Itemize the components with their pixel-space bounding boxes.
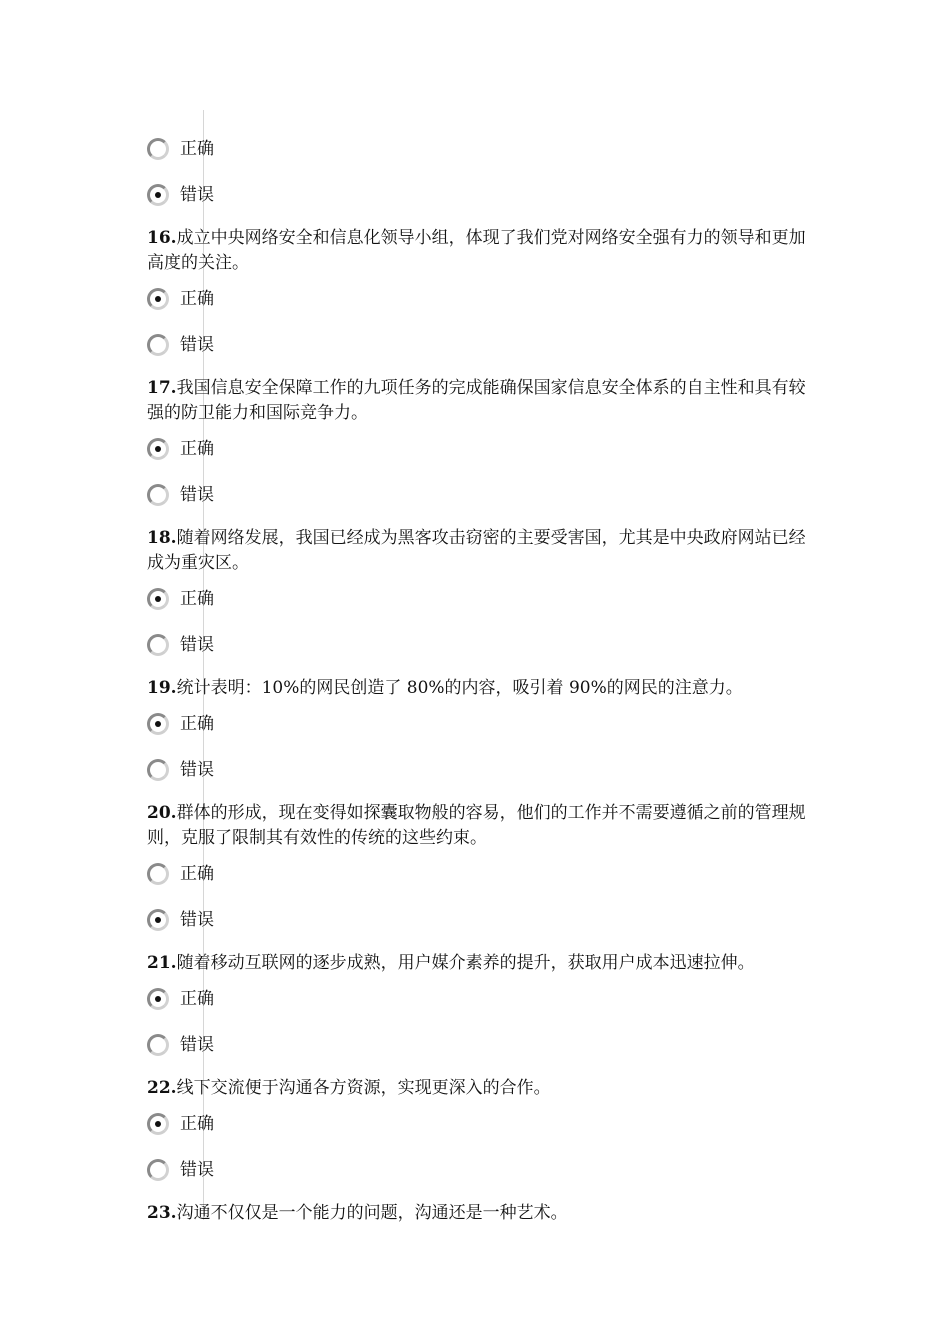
question-text — [147, 376, 817, 426]
option-label: 错误 — [180, 1160, 214, 1180]
option-wrong[interactable] — [147, 330, 817, 360]
question-number: 17. — [147, 378, 177, 398]
radio-button[interactable] — [147, 634, 169, 656]
radio-button[interactable] — [147, 1113, 169, 1135]
question-number: 20. — [147, 803, 177, 823]
option-wrong[interactable] — [147, 180, 817, 210]
option-wrong[interactable] — [147, 1030, 817, 1060]
question-number: 18. — [147, 528, 177, 548]
option-label: 错误 — [180, 185, 214, 205]
option-label: 正确 — [180, 589, 214, 609]
question-body: 我国信息安全保障工作的九项任务的完成能确保国家信息安全体系的自主性和具有较强的防卫能力和国际竞争力。 — [147, 378, 806, 423]
option-correct[interactable] — [147, 859, 817, 889]
radio-button[interactable] — [147, 138, 169, 160]
option-correct[interactable] — [147, 284, 817, 314]
option-wrong[interactable] — [147, 905, 817, 935]
option-wrong[interactable] — [147, 480, 817, 510]
radio-button[interactable] — [147, 1159, 169, 1181]
option-label: 正确 — [180, 439, 214, 459]
question-number: 21. — [147, 953, 177, 973]
question-body: 线下交流便于沟通各方资源，实现更深入的合作。 — [176, 1078, 551, 1098]
option-label: 错误 — [180, 1035, 214, 1055]
option-label: 正确 — [180, 1114, 214, 1134]
option-correct[interactable] — [147, 1109, 817, 1139]
question-text — [147, 801, 817, 851]
question-number: 22. — [147, 1078, 177, 1098]
question-number: 19. — [147, 678, 177, 698]
option-label: 正确 — [180, 139, 214, 159]
option-label: 错误 — [180, 635, 214, 655]
radio-button[interactable] — [147, 288, 169, 310]
radio-button[interactable] — [147, 484, 169, 506]
question-16 — [147, 226, 817, 360]
option-label: 错误 — [180, 760, 214, 780]
radio-button[interactable] — [147, 759, 169, 781]
radio-button[interactable] — [147, 334, 169, 356]
option-label: 正确 — [180, 714, 214, 734]
question-text — [147, 1076, 817, 1101]
question-23 — [147, 1201, 817, 1226]
radio-button[interactable] — [147, 1034, 169, 1056]
question-19 — [147, 676, 817, 785]
option-label: 正确 — [180, 289, 214, 309]
question-text — [147, 676, 817, 701]
radio-button[interactable] — [147, 184, 169, 206]
question-text — [147, 951, 817, 976]
option-label: 错误 — [180, 910, 214, 930]
option-correct[interactable] — [147, 584, 817, 614]
option-label: 错误 — [180, 335, 214, 355]
question-text — [147, 1201, 817, 1226]
question-body: 群体的形成，现在变得如探囊取物般的容易，他们的工作并不需要遵循之前的管理规则，克服了限制其有效性的传统的这些约束。 — [147, 803, 806, 848]
option-label: 正确 — [180, 864, 214, 884]
question-number: 23. — [147, 1203, 177, 1223]
radio-button[interactable] — [147, 713, 169, 735]
radio-button[interactable] — [147, 438, 169, 460]
question-list — [147, 130, 817, 1234]
option-wrong[interactable] — [147, 630, 817, 660]
radio-button[interactable] — [147, 588, 169, 610]
option-correct[interactable] — [147, 434, 817, 464]
question-text — [147, 526, 817, 576]
question-21 — [147, 951, 817, 1060]
question-22 — [147, 1076, 817, 1185]
question-body: 随着移动互联网的逐步成熟，用户媒介素养的提升，获取用户成本迅速拉伸。 — [176, 953, 755, 973]
option-label: 正确 — [180, 989, 214, 1009]
prev-question — [147, 134, 817, 210]
radio-button[interactable] — [147, 988, 169, 1010]
option-correct[interactable] — [147, 984, 817, 1014]
option-correct[interactable] — [147, 134, 817, 164]
option-label: 错误 — [180, 485, 214, 505]
question-body: 沟通不仅仅是一个能力的问题，沟通还是一种艺术。 — [176, 1203, 568, 1223]
question-body: 随着网络发展，我国已经成为黑客攻击窃密的主要受害国，尤其是中央政府网站已经成为重灾区。 — [147, 528, 806, 573]
radio-button[interactable] — [147, 909, 169, 931]
question-17 — [147, 376, 817, 510]
question-18 — [147, 526, 817, 660]
question-body: 统计表明：10%的网民创造了 80%的内容，吸引着 90%的网民的注意力。 — [176, 678, 743, 698]
radio-button[interactable] — [147, 863, 169, 885]
question-body: 成立中央网络安全和信息化领导小组，体现了我们党对网络安全强有力的领导和更加高度的关注。 — [147, 228, 806, 273]
question-text — [147, 226, 817, 276]
question-number: 16. — [147, 228, 177, 248]
option-wrong[interactable] — [147, 755, 817, 785]
question-20 — [147, 801, 817, 935]
option-wrong[interactable] — [147, 1155, 817, 1185]
option-correct[interactable] — [147, 709, 817, 739]
